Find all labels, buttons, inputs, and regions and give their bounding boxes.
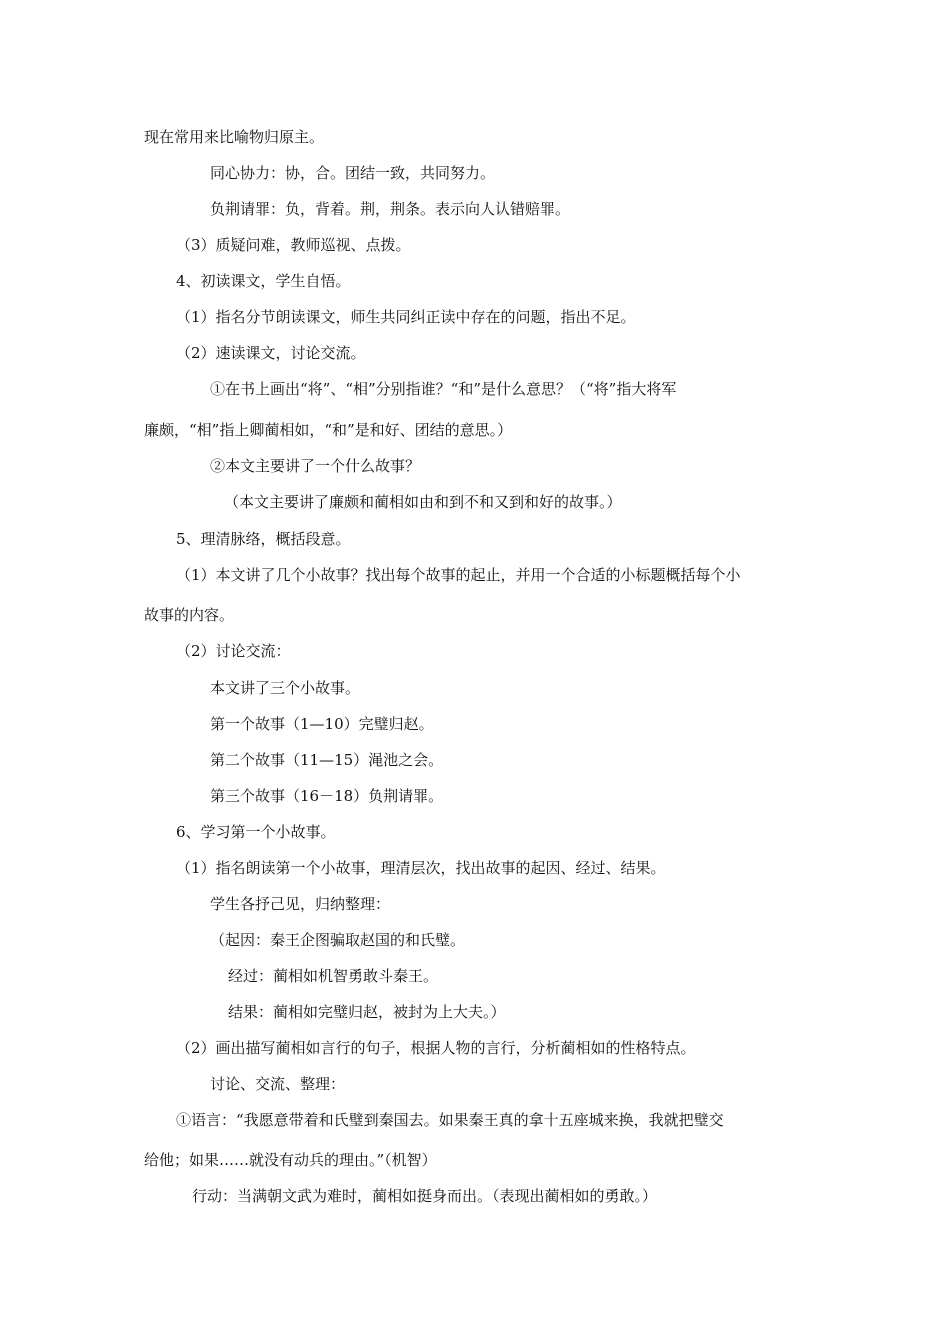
text-line: 故事的内容。 xyxy=(144,606,235,624)
text-line: （1）本文讲了几个小故事？找出每个故事的起止，并用一个合适的小标题概括每个小 xyxy=(176,566,741,584)
text-line: ②本文主要讲了一个什么故事？ xyxy=(210,457,421,475)
text-line: 第二个故事（11—15）渑池之会。 xyxy=(210,751,444,769)
text-line: 给他；如果……就没有动兵的理由。”（机智） xyxy=(144,1151,437,1169)
text-line: 廉颇，“相”指上卿蔺相如，“和”是和好、团结的意思。） xyxy=(144,421,513,439)
text-line: （1）指名朗读第一个小故事，理清层次，找出故事的起因、经过、结果。 xyxy=(176,859,666,877)
text-line: 负荆请罪：负，背着。荆，荆条。表示向人认错赔罪。 xyxy=(210,200,571,218)
text-line: （2）速读课文，讨论交流。 xyxy=(176,344,366,362)
text-line: （2）画出描写蔺相如言行的句子，根据人物的言行，分析蔺相如的性格特点。 xyxy=(176,1039,696,1057)
text-line: （2）讨论交流： xyxy=(176,642,291,660)
text-line: 本文讲了三个小故事。 xyxy=(210,679,361,697)
text-line: 经过：蔺相如机智勇敢斗秦王。 xyxy=(228,967,439,985)
text-line: 结果：蔺相如完璧归赵，被封为上大夫。） xyxy=(228,1003,506,1021)
text-line: 现在常用来比喻物归原主。 xyxy=(144,128,325,146)
text-line: ①语言：“我愿意带着和氏璧到秦国去。如果秦王真的拿十五座城来换，我就把璧交 xyxy=(176,1111,724,1129)
text-line: ①在书上画出“将”、“相”分别指谁？“和”是什么意思？（“将”指大将军 xyxy=(210,380,677,398)
text-line: （本文主要讲了廉颇和蔺相如由和到不和又到和好的故事。） xyxy=(224,493,622,511)
text-line: 讨论、交流、整理： xyxy=(210,1075,346,1093)
text-line: 4、初读课文，学生自悟。 xyxy=(176,272,351,290)
text-line: 第三个故事（16－18）负荆请罪。 xyxy=(210,787,444,805)
text-line: （1）指名分节朗读课文，师生共同纠正读中存在的问题，指出不足。 xyxy=(176,308,636,326)
text-line: 行动：当满朝文武为难时，蔺相如挺身而出。（表现出蔺相如的勇敢。） xyxy=(192,1187,658,1205)
text-line: 学生各抒己见，归纳整理： xyxy=(210,895,391,913)
text-line: 6、学习第一个小故事。 xyxy=(176,823,336,841)
text-line: （3）质疑问难，教师巡视、点拨。 xyxy=(176,236,411,254)
text-line: 5、理清脉络，概括段意。 xyxy=(176,530,351,548)
text-line: 同心协力：协，合。团结一致，共同努力。 xyxy=(210,164,496,182)
text-line: 第一个故事（1—10）完璧归赵。 xyxy=(210,715,434,733)
text-line: （起因：秦王企图骗取赵国的和氏璧。 xyxy=(210,931,466,949)
